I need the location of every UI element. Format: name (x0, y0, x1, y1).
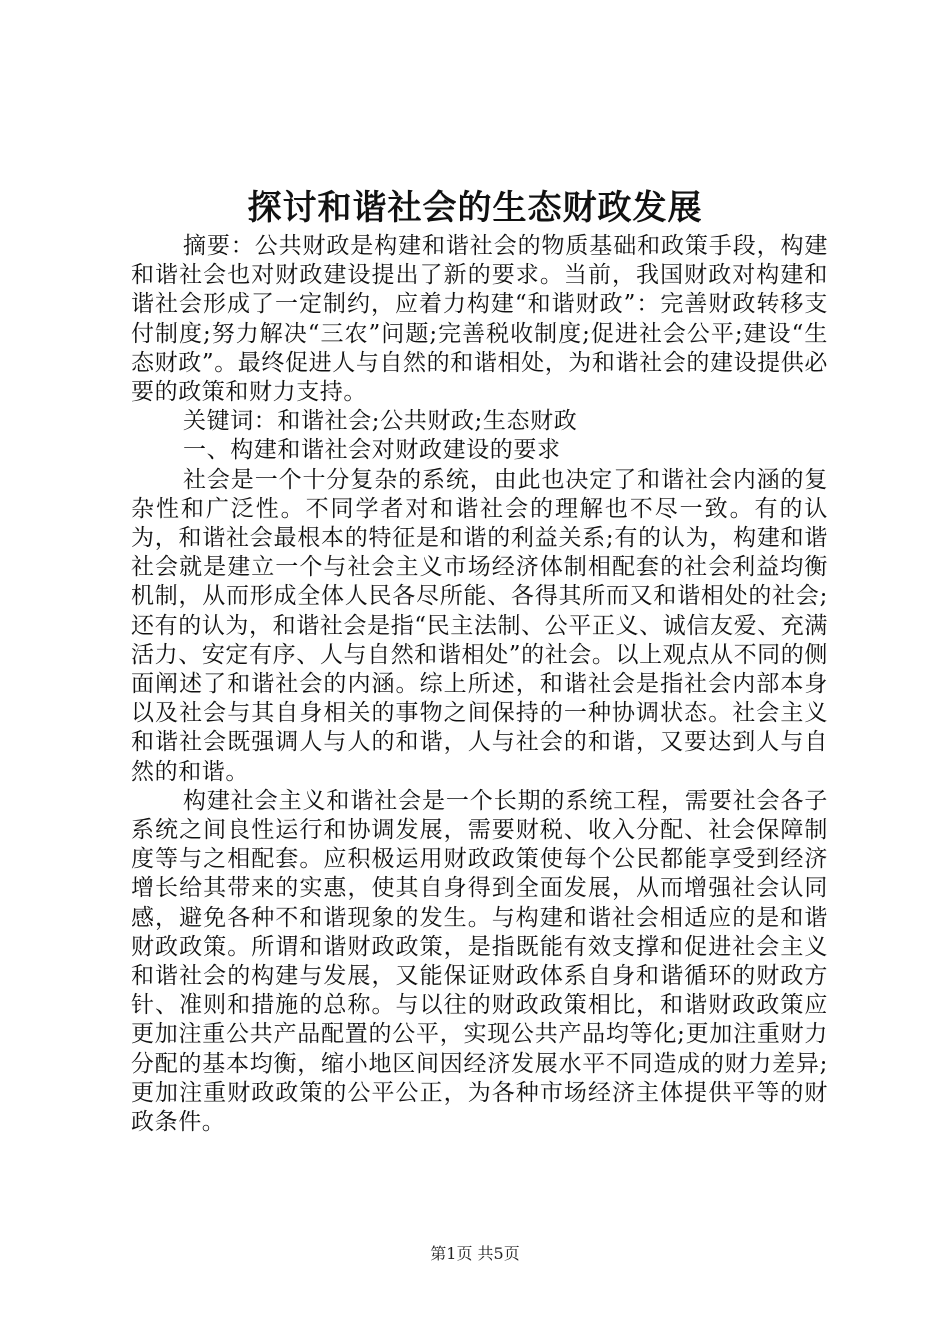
body-paragraph: 构建社会主义和谐社会是一个长期的系统工程，需要社会各子系统之间良性运行和协调发展，需要财税、收入分配、社会保障制度等与之相配套。应积极运用财政政策使每个公民都能享受到经济增长给其带来的实惠，使其自身得到全面发展，从而增强社会认同感，避免各种不和谐现象的发生。与构建和谐社会相适应的是和谐财政政策。所谓和谐财政政策，是指既能有效支撑和促进社会主义和谐社会的构建与发展，又能保证财政体系自身和谐循环的财政方针、准则和措施的总称。与以往的财政政策相比，和谐财政政策应更加注重公共产品配置的公平，实现公共产品均等化;更加注重财力分配的基本均衡，缩小地区间因经济发展水平不同造成的财力差异;更加注重财政政策的公平公正，为各种市场经济主体提供平等的财政条件。 (131, 787, 828, 1136)
body-paragraph: 社会是一个十分复杂的系统，由此也决定了和谐社会内涵的复杂性和广泛性。不同学者对和谐社会的理解也不尽一致。有的认为，和谐社会最根本的特征是和谐的利益关系;有的认为，构建和谐社会就是建立一个与社会主义市场经济体制相配套的社会利益均衡机制，从而形成全体人民各尽所能、各得其所而又和谐相处的社会;还有的认为，和谐社会是指“民主法制、公平正义、诚信友爱、充满活力、安定有序、人与自然和谐相处”的社会。以上观点从不同的侧面阐述了和谐社会的内涵。综上所述，和谐社会是指社会内部本身以及社会与其自身相关的事物之间保持的一种协调状态。社会主义和谐社会既强调人与人的和谐，人与社会的和谐，又要达到人与自然的和谐。 (131, 466, 828, 785)
keywords-paragraph: 关键词：和谐社会;公共财政;生态财政 (183, 408, 578, 435)
page-number-footer: 第1页 共5页 (430, 1244, 520, 1263)
section-heading: 一、构建和谐社会对财政建设的要求 (183, 437, 561, 464)
document-title: 探讨和谐社会的生态财政发展 (247, 188, 703, 228)
abstract-paragraph: 摘要：公共财政是构建和谐社会的物质基础和政策手段，构建和谐社会也对财政建设提出了新的要求。当前，我国财政对构建和谐社会形成了一定制约，应着力构建“和谐财政”：完善财政转移支付制度;努力解决“三农”问题;完善税收制度;促进社会公平;建设“生态财政”。最终促进人与自然的和谐相处，为和谐社会的建设提供必要的政策和财力支持。 (131, 233, 828, 406)
document-body (131, 232, 828, 1137)
